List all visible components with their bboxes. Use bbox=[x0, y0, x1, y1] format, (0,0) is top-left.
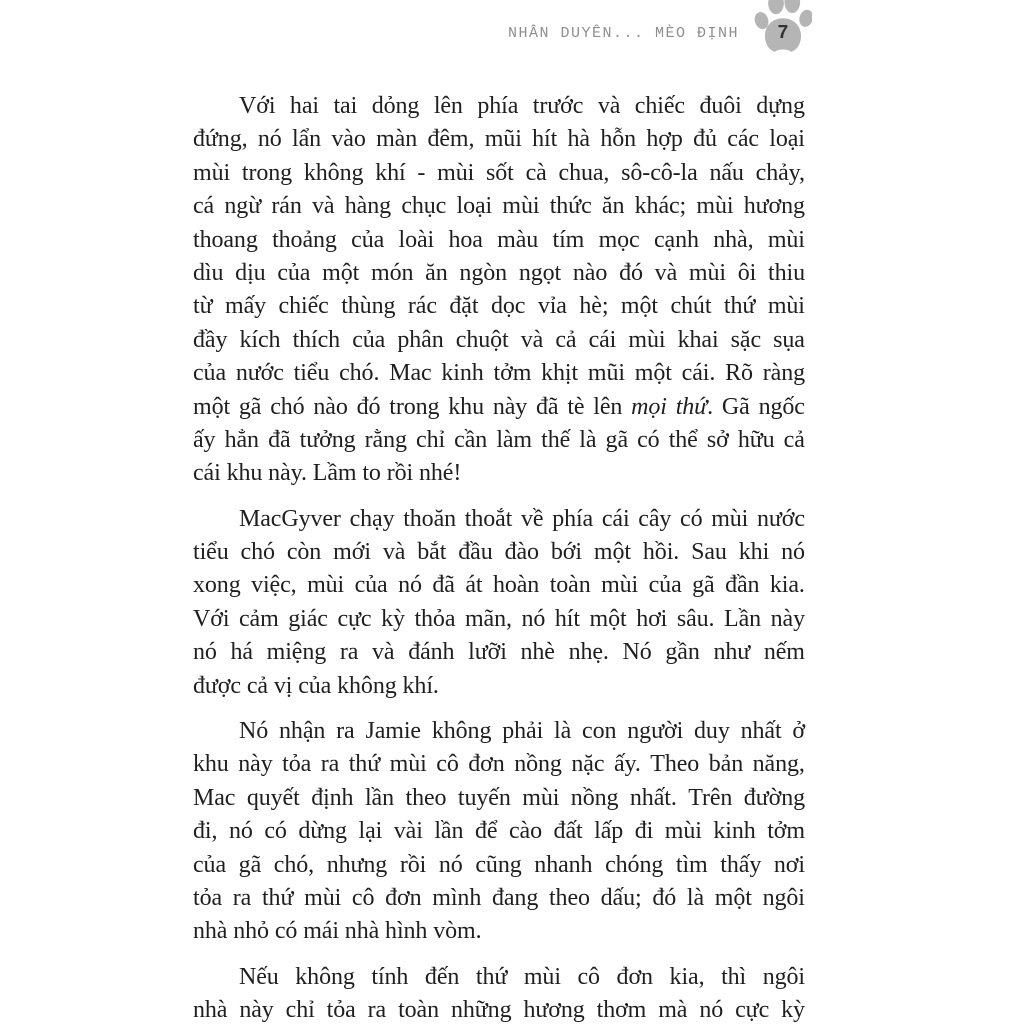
text-line: được cả vị của không khí. bbox=[193, 672, 439, 699]
text-line: Với cảm giác cực kỳ thỏa mãn, nó hít một hơi sâu. Lần này bbox=[193, 605, 805, 632]
text-line: cá ngừ rán và hàng chục loại mùi thức ăn khác; mùi hương bbox=[193, 193, 805, 220]
text-line: dìu dịu của một món ăn ngòn ngọt nào đó và mùi ôi thiu bbox=[193, 259, 805, 286]
text-line: một gã chó nào đó trong khu này đã tè lên mọi thứ. Gã ngốc bbox=[193, 393, 805, 420]
text-line: đầy kích thích của phân chuột và cả cái mùi khai sặc sụa bbox=[193, 326, 805, 353]
running-header-title: NHÂN DUYÊN... MÈO ĐỊNH bbox=[507, 25, 739, 42]
text-line: Nếu không tính đến thứ mùi cô đơn kia, thì ngôi bbox=[239, 963, 805, 990]
text-line: đứng, nó lẩn vào màn đêm, mũi hít hà hỗn hợp đủ các loại bbox=[193, 126, 805, 153]
page-number: 7 bbox=[777, 22, 789, 44]
paw-print-icon bbox=[754, 0, 812, 56]
text-line: khu này tỏa ra thứ mùi cô đơn nồng nặc ấy. Theo bản năng, bbox=[193, 751, 805, 778]
text-line: xong việc, mùi của nó đã át hoàn toàn mùi của gã đần kia. bbox=[193, 572, 805, 599]
text-line: mùi trong không khí - mùi sốt cà chua, sô-cô-la nấu chảy, bbox=[193, 159, 805, 186]
text-line: nhà này chỉ tỏa ra toàn những hương thơm mà nó cực kỳ bbox=[193, 997, 805, 1024]
text-line: nhà nhỏ có mái nhà hình vòm. bbox=[193, 918, 482, 945]
text-line: đi, nó có dừng lại vài lần để cào đất lấp đi mùi kinh tởm bbox=[193, 818, 805, 845]
text-line: Với hai tai dỏng lên phía trước và chiếc đuôi dựng bbox=[239, 93, 805, 119]
text-line: Nó nhận ra Jamie không phải là con người duy nhất ở bbox=[239, 718, 805, 745]
text-line: của gã chó, nhưng rồi nó cũng nhanh chóng tìm thấy nơi bbox=[193, 851, 805, 878]
paragraph bbox=[193, 503, 805, 703]
text-line: cái khu này. Lầm to rồi nhé! bbox=[193, 460, 462, 487]
text-line: MacGyver chạy thoăn thoắt về phía cái cây có mùi nước bbox=[239, 505, 805, 532]
text-line: ấy hẳn đã tưởng rằng chỉ cần làm thế là gã có thể sở hữu cả bbox=[193, 426, 805, 453]
paragraph bbox=[193, 715, 805, 949]
text-line: Mac quyết định lần theo tuyến mùi nồng nhất. Trên đường bbox=[193, 784, 805, 811]
page-header bbox=[0, 0, 1024, 72]
text-line: nó há miệng ra và đánh lưỡi nhè nhẹ. Nó gần như nếm bbox=[193, 639, 805, 666]
text-line: thoang thoảng của loài hoa màu tím mọc cạnh nhà, mùi bbox=[193, 226, 805, 253]
paragraph bbox=[193, 961, 805, 1028]
text-line: của nước tiểu chó. Mac kinh tởm khịt mũi một cái. Rõ ràng bbox=[193, 360, 805, 387]
text-line: tỏa ra thứ mùi cô đơn mình đang theo dấu; đó là một ngôi bbox=[193, 884, 805, 911]
text-line: từ mấy chiếc thùng rác đặt dọc vỉa hè; một chút thứ mùi bbox=[193, 293, 805, 320]
page-body-text bbox=[193, 90, 805, 1028]
paragraph bbox=[193, 90, 805, 491]
text-line: tiểu chó còn mới và bắt đầu đào bới một hồi. Sau khi nó bbox=[193, 539, 805, 566]
